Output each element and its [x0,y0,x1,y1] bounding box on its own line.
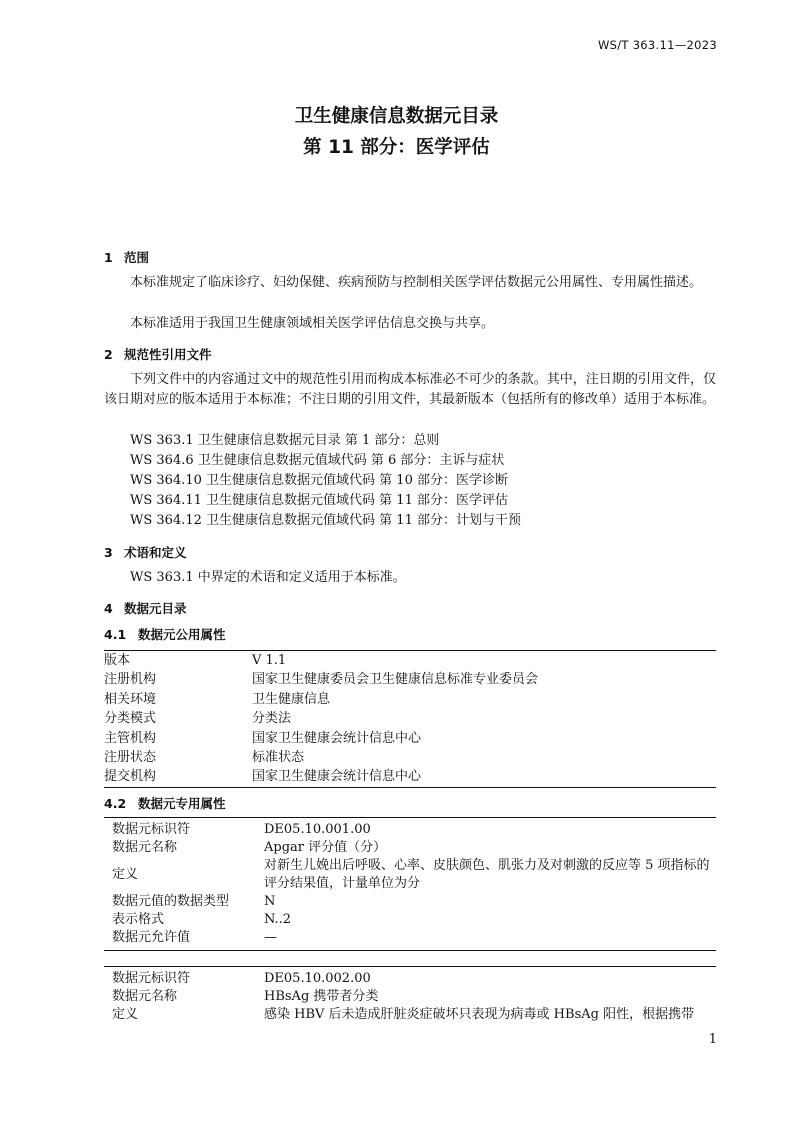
table-row: 数据元标识符 DE05.10.001.00 [112,822,371,837]
table-row: 注册状态 标准状态 [104,749,305,765]
table-row: 提交机构 国家卫生健康会统计信息中心 [104,769,422,785]
table-row: 定义 对新生儿娩出后呼吸、心率、皮肤颜色、肌张力及对刺激的反应等 5 项指标的评分结果值，计量单位为分 [112,858,710,891]
page-number: 1 [708,1032,717,1047]
table-row: 版本 V 1.1 [104,653,287,668]
table-row: 定义 感染 HBV 后未造成肝脏炎症破坏只表现为病毒或 HBsAg 阳性，根据携带 [112,1007,695,1022]
table-row: 数据元允许值 — [112,930,277,945]
reference-item: WS 364.6 卫生健康信息数据元值域代码 第 6 部分：主诉与症状 [130,453,505,468]
section-number: 3 [104,545,113,560]
document-title: 卫生健康信息数据元目录 [294,106,499,127]
standard-code: WS/T 363.11—2023 [597,38,717,52]
section-number: 2 [104,347,113,362]
table-row: 数据元值的数据类型 N [112,894,276,909]
table-row: 分类模式 分类法 [104,711,292,727]
section-number: 4 [104,601,113,616]
section-number: 4.1 [104,627,127,642]
reference-item: WS 364.11 卫生健康信息数据元值域代码 第 11 部分：医学评估 [130,493,508,508]
section-2-heading [104,345,212,363]
section-4-1-heading [104,625,226,643]
table-row: 数据元名称 HBsAg 携带者分类 [112,989,379,1004]
section-title: 数据元目录 [124,601,187,616]
section-title: 术语和定义 [124,545,187,560]
table-row: 数据元名称 Apgar 评分值（分） [112,840,387,855]
table-row: 相关环境 卫生健康信息 [104,691,331,707]
reference-item: WS 364.12 卫生健康信息数据元值域代码 第 11 部分：计划与干预 [130,513,521,528]
reference-item: WS 363.1 卫生健康信息数据元目录 第 1 部分：总则 [130,433,440,448]
table-row: 数据元标识符 DE05.10.002.00 [112,971,371,986]
section-title: 范围 [124,250,150,265]
section-1-heading [104,248,149,266]
table-row: 表示格式 N..2 [112,912,292,927]
section-title: 数据元专用属性 [138,796,226,811]
common-attributes-table [104,650,716,788]
reference-item: WS 364.10 卫生健康信息数据元值域代码 第 10 部分：医学诊断 [130,473,508,488]
scope-paragraph-1: 本标准规定了临床诊疗、妇幼保健、疾病预防与控制相关医学评估数据元公用属性、专用属性描述。 [130,275,703,290]
document-subtitle: 第 11 部分：医学评估 [303,137,490,158]
data-element-table-2 [104,966,716,1024]
section-4-2-heading [104,794,226,812]
section-title: 规范性引用文件 [124,347,212,362]
section-title: 数据元公用属性 [138,627,226,642]
reference-list [130,431,521,531]
data-element-table-1 [104,817,716,951]
scope-paragraph-2: 本标准适用于我国卫生健康领域相关医学评估信息交换与共享。 [130,316,495,331]
section-number: 1 [104,250,113,265]
table-row: 主管机构 国家卫生健康会统计信息中心 [104,730,422,746]
section-3-heading [104,543,187,561]
references-paragraph: 下列文件中的内容通过文中的规范性引用而构成本标准必不可少的条款。其中，注日期的引用文件，仅该日期对应的版本适用于本标准；不注日期的引用文件，其最新版本（包括所有的修改单）适用于本标准。 [104,372,716,407]
terms-paragraph: WS 363.1 中界定的术语和定义适用于本标准。 [130,570,406,585]
table-row: 注册机构 国家卫生健康委员会卫生健康信息标准专业委员会 [104,672,539,688]
section-4-heading [104,599,187,617]
section-number: 4.2 [104,796,127,811]
